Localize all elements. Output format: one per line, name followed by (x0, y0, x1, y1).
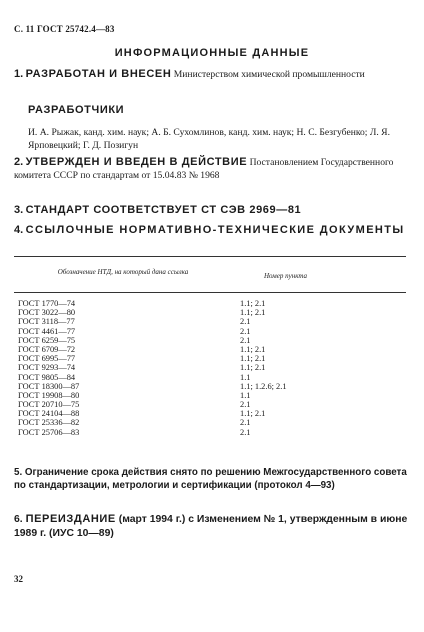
table-row (14, 336, 406, 345)
section-4-heading: ССЫЛОЧНЫЕ НОРМАТИВНО-ТЕХНИЧЕСКИЕ ДОКУМЕНТЫ (25, 224, 405, 236)
section-6-number: 6. (14, 514, 23, 525)
table-row (14, 428, 406, 437)
section-5-text: Ограничение срока действия снято по решению Межгосударственного совета по стандартизации, метрологии и сертификации (протокол 4—93) (14, 467, 407, 491)
table-row (14, 354, 406, 363)
table-row (14, 400, 406, 409)
table-row (14, 363, 406, 372)
table-row (14, 345, 406, 354)
table-cell-document: ГОСТ 3022—80 (18, 308, 76, 318)
section-5 (14, 466, 410, 492)
table-cell-item: 2.1 (240, 335, 251, 345)
section-6 (14, 512, 410, 541)
running-header: С. 11 ГОСТ 25742.4—83 (14, 24, 115, 34)
table-cell-item: 2.1 (240, 418, 251, 428)
section-3-number: 3. (14, 204, 24, 216)
section-6-heading: ПЕРЕИЗДАНИЕ (25, 513, 116, 525)
table-cell-document: ГОСТ 25336—82 (18, 418, 80, 428)
table-row (14, 391, 406, 400)
table-cell-item: 1.1; 2.1 (240, 344, 266, 354)
table-cell-item: 1.1; 2.1 (240, 299, 266, 308)
section-2-number: 2. (14, 156, 24, 168)
section-1-number: 1. (14, 68, 24, 80)
table-row (14, 308, 406, 317)
table-cell-document: ГОСТ 9805—84 (18, 372, 76, 382)
section-4 (14, 224, 410, 237)
table-cell-document: ГОСТ 4461—77 (18, 326, 76, 336)
table-cell-document: ГОСТ 9293—74 (18, 363, 76, 373)
table-cell-item: 1.1 (240, 372, 251, 382)
section-1-heading: РАЗРАБОТАН И ВНЕСЕН (25, 68, 172, 80)
table-cell-document: ГОСТ 6995—77 (18, 354, 76, 364)
table-cell-item: 2.1 (240, 317, 251, 327)
table-cell-document: ГОСТ 3118—77 (18, 317, 75, 327)
table-row (14, 418, 406, 427)
table-cell-item: 2.1 (240, 427, 251, 437)
table-cell-document: ГОСТ 19908—80 (18, 390, 80, 400)
table-cell-document: ГОСТ 1770—74 (18, 299, 76, 308)
table-cell-document: ГОСТ 25706—83 (18, 427, 80, 437)
developers-names: И. А. Рыжак, канд. хим. наук; А. Б. Сухомлинов, канд. хим. наук; Н. С. Безгубенко; Л. Я. Ярповецкий; Г. Д. Позигун (28, 127, 390, 152)
table-cell-document: ГОСТ 20710—75 (18, 400, 80, 410)
section-5-number: 5. (14, 467, 23, 478)
table-header-document: Обозначение НТД, на который дана ссылка (57, 268, 189, 276)
section-6-text: (март 1994 г.) с Изменением № 1, утвержденным в июне 1989 г. (ИУС 10—89) (14, 514, 408, 539)
table-cell-document: ГОСТ 24104—88 (18, 409, 80, 419)
table-row (14, 317, 406, 326)
table-top-rule (14, 256, 406, 257)
table-row (14, 373, 406, 382)
table-header-rule (14, 292, 406, 293)
table-cell-item: 1.1; 2.1 (240, 308, 266, 318)
section-1 (14, 68, 410, 81)
section-3-heading: СТАНДАРТ СООТВЕТСТВУЕТ СТ СЭВ 2969—81 (25, 204, 302, 216)
section-2 (14, 156, 410, 182)
table-body (14, 299, 406, 437)
page-number: 32 (14, 574, 23, 584)
table-cell-document: ГОСТ 6709—72 (18, 344, 76, 354)
table-cell-item: 1.1; 1.2.6; 2.1 (240, 381, 287, 391)
section-2-text: Постановлением Государственного комитета СССР по стандартам от 15.04.83 № 1968 (14, 157, 394, 182)
table-cell-item: 2.1 (240, 400, 251, 410)
table-cell-document: ГОСТ 18300—87 (18, 381, 80, 391)
section-1-text: Министерством химической промышленности (173, 69, 365, 80)
table-cell-item: 1.1 (240, 390, 251, 400)
table-cell-item: 1.1; 2.1 (240, 409, 266, 419)
table-row (14, 409, 406, 418)
developers-label: РАЗРАБОТЧИКИ (28, 104, 125, 116)
table-cell-item: 2.1 (240, 326, 251, 336)
table-row (14, 382, 406, 391)
page-title: ИНФОРМАЦИОННЫЕ ДАННЫЕ (114, 47, 310, 59)
section-3 (14, 204, 410, 217)
table-row (14, 299, 406, 308)
section-4-number: 4. (14, 224, 24, 236)
table-cell-item: 1.1; 2.1 (240, 354, 266, 364)
table-row (14, 327, 406, 336)
section-2-heading: УТВЕРЖДЕН И ВВЕДЕН В ДЕЙСТВИЕ (25, 156, 248, 168)
table-header-item: Номер пункта (264, 272, 308, 280)
table-cell-item: 1.1; 2.1 (240, 363, 266, 373)
table-cell-document: ГОСТ 6259—75 (18, 335, 76, 345)
